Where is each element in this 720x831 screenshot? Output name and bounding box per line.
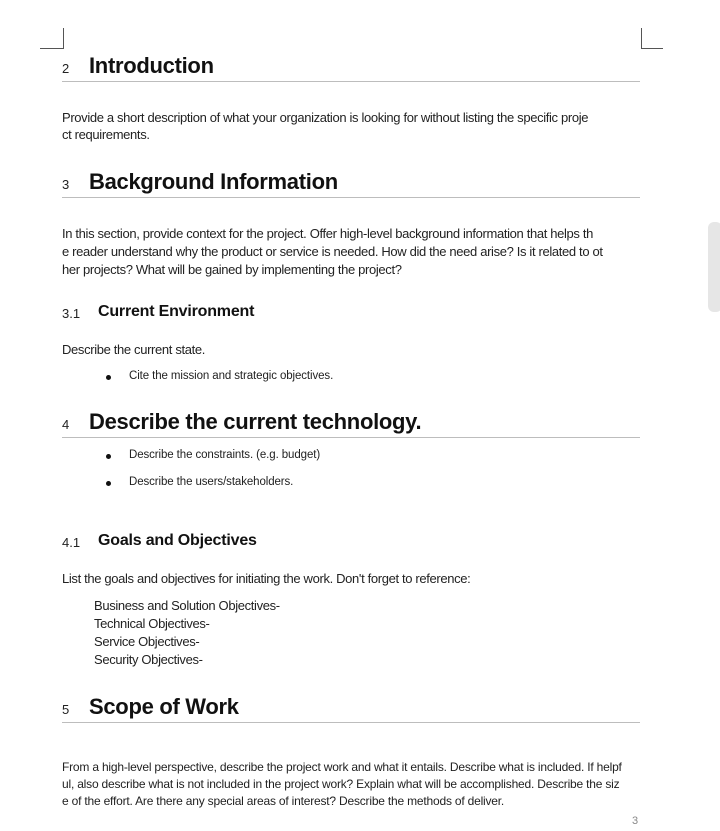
paragraph-line: ul, also describe what is not included in the project work? Explain what will be accomplished. Describe the siz	[62, 777, 620, 791]
bullet-icon	[106, 375, 111, 380]
heading-number: 3	[62, 177, 70, 192]
paragraph-line: Provide a short description of what your organization is looking for without listing the specific proje	[62, 110, 589, 125]
heading-introduction: Introduction	[89, 53, 214, 78]
bullet-icon	[106, 454, 111, 459]
heading-current-technology: Describe the current technology.	[89, 409, 422, 434]
heading-rule	[62, 81, 640, 82]
objective-item: Security Objectives-	[94, 652, 203, 667]
heading-number: 4	[62, 417, 70, 432]
paragraph-line: Describe the current state.	[62, 342, 206, 357]
paragraph-line: In this section, provide context for the project. Offer high-level background information that helps th	[62, 226, 593, 241]
margin-corner-left	[40, 28, 64, 49]
bullet-item: Cite the mission and strategic objectives.	[129, 370, 334, 382]
paragraph-line: e reader understand why the product or service is needed. How did the need arise? Is it related to ot	[62, 244, 603, 259]
subheading-number: 4.1	[62, 535, 81, 550]
page-number: 3	[632, 815, 639, 827]
heading-rule	[62, 722, 640, 723]
scrollbar-thumb[interactable]	[708, 222, 720, 312]
margin-corner-right	[641, 28, 663, 49]
objective-item: Business and Solution Objectives-	[94, 598, 280, 613]
paragraph-line: her projects? What will be gained by implementing the project?	[62, 262, 402, 277]
paragraph-line: From a high-level perspective, describe the project work and what it entails. Describe what is included. If helpf	[62, 760, 622, 774]
heading-rule	[62, 437, 640, 438]
subheading-goals: Goals and Objectives	[98, 532, 257, 549]
objective-item: Technical Objectives-	[94, 616, 210, 631]
heading-number: 5	[62, 702, 70, 717]
objective-item: Service Objectives-	[94, 634, 200, 649]
paragraph-line: List the goals and objectives for initiating the work. Don't forget to reference:	[62, 571, 471, 586]
heading-rule	[62, 197, 640, 198]
subheading-number: 3.1	[62, 306, 81, 321]
heading-number: 2	[62, 61, 70, 76]
bullet-icon	[106, 481, 111, 486]
heading-scope-of-work: Scope of Work	[89, 694, 239, 719]
paragraph-line: ct requirements.	[62, 127, 150, 142]
paragraph-line: e of the effort. Are there any special areas of interest? Describe the methods of deliver.	[62, 794, 505, 808]
bullet-item: Describe the constraints. (e.g. budget)	[129, 449, 321, 461]
bullet-item: Describe the users/stakeholders.	[129, 476, 294, 488]
subheading-current-environment: Current Environment	[98, 303, 255, 320]
heading-background: Background Information	[89, 169, 338, 194]
